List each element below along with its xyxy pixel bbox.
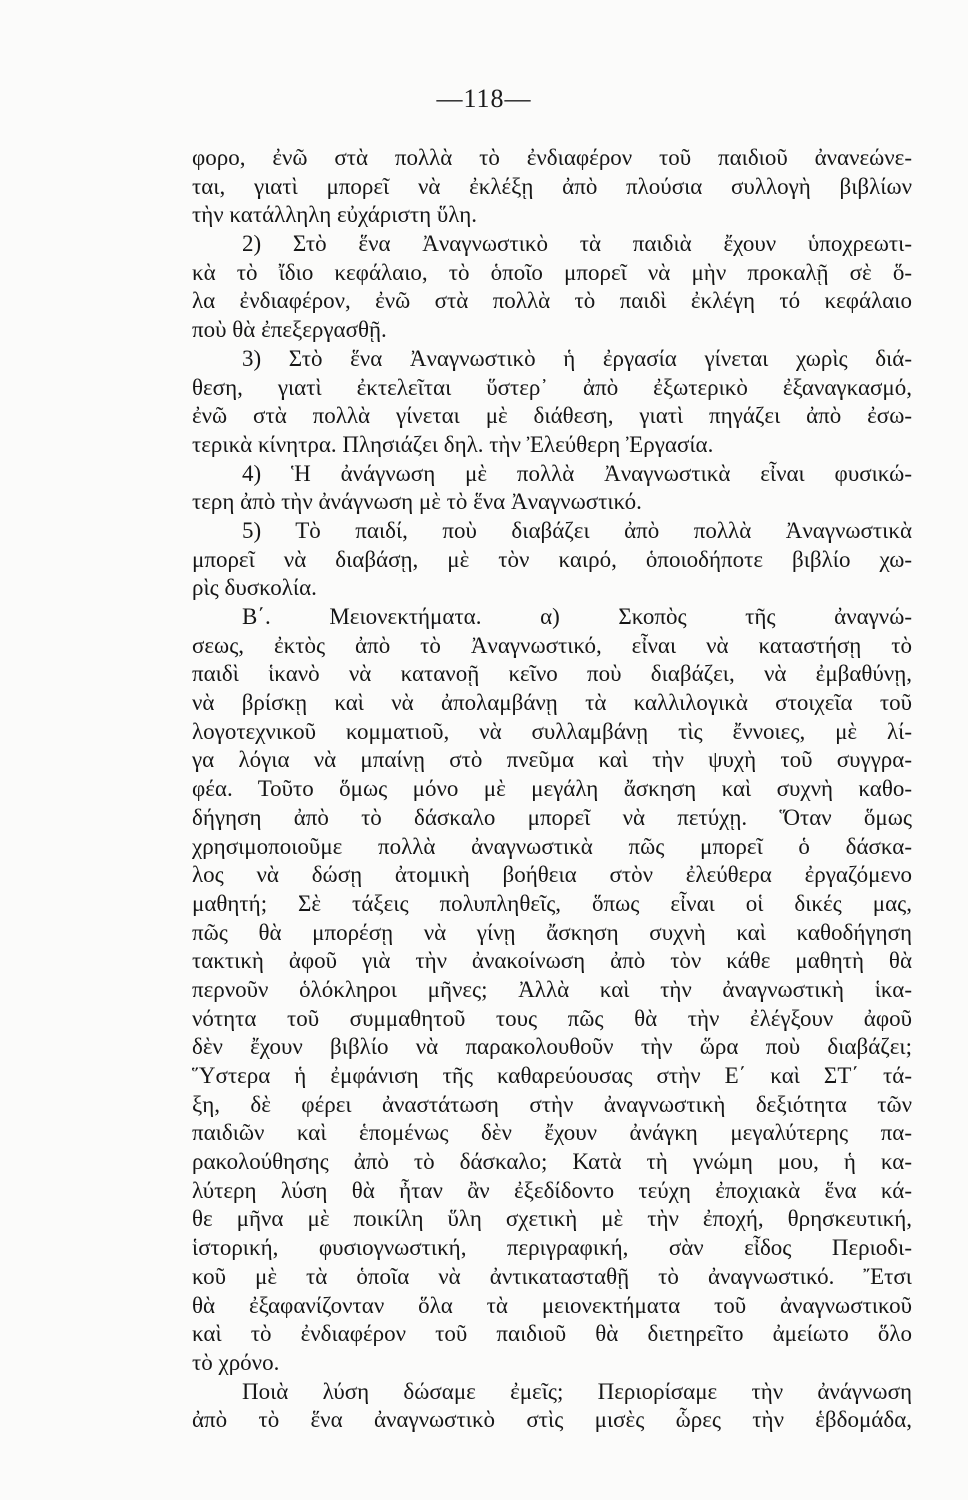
- text-line: 3) Στὸ ἕνα Ἀναγνωστικὸ ἡ ἐργασία γίνεται χωρὶς διά-: [242, 345, 912, 371]
- text-line: φορο, ἐνῶ στὰ πολλὰ τὸ ἐνδιαφέρον τοῦ παιδιοῦ ἀνανεώνε-: [192, 145, 912, 170]
- text-line: ἱστορική, φυσιογνωστική, περιγραφική, σὰν εἶδος Περιοδι-: [192, 1235, 912, 1261]
- text-line: τακτικὴ ἀφοῦ γιὰ τὴν ἀνακοίνωση ἀπὸ τὸν κάθε μαθητὴ θὰ: [192, 948, 912, 974]
- text-line: χρησιμοποιοῦμε πολλὰ ἀναγνωστικὰ πῶς μπορεῖ ὁ δάσκα-: [192, 833, 912, 859]
- text-line: μαθητή; Σὲ τάξεις πολυπληθεῖς, ὅπως εἶναι οἱ δικές μας,: [192, 890, 912, 916]
- text-line: θὰ ἐξαφανίζονταν ὅλα τὰ μειονεκτήματα τοῦ ἀναγνωστικοῦ: [192, 1292, 912, 1318]
- text-line: παιδὶ ἱκανὸ νὰ κατανοῇ κεῖνο ποὺ διαβάζει, νὰ ἐμβαθύνῃ,: [192, 661, 912, 687]
- page-number: —118—: [436, 84, 532, 113]
- text-line: παιδιῶν καὶ ἑπομένως δὲν ἔχουν ἀνάγκη μεγαλύτερης πα-: [192, 1120, 912, 1146]
- text-line: τερικὰ κίνητρα. Πλησιάζει δηλ. τὴν Ἐλεύθερη Ἐργασία.: [192, 431, 714, 457]
- text-line: λύτερη λύση θὰ ἦταν ἂν ἐξεδίδοντο τεύχη ἐποχιακὰ ἕνα κά-: [192, 1177, 912, 1203]
- text-line: ποὺ θὰ ἐπεξεργασθῇ.: [192, 317, 387, 343]
- body-text: [192, 144, 912, 1435]
- text-line: νότητα τοῦ συμμαθητοῦ τους πῶς θὰ τὴν ἐλέγξουν ἀφοῦ: [192, 1005, 912, 1031]
- text-line: τὸ χρόνο.: [192, 1349, 280, 1375]
- text-line: πῶς θὰ μπορέσῃ νὰ γίνῃ ἄσκηση συχνὴ καὶ καθοδήγηση: [192, 919, 912, 945]
- text-line: Ποιὰ λύση δώσαμε ἐμεῖς; Περιορίσαμε τὴν ἀνάγνωση: [242, 1378, 912, 1404]
- text-line: κοῦ μὲ τὰ ὁποῖα νὰ ἀντικατασταθῇ τὸ ἀναγνωστικό. Ἔτσι: [192, 1263, 912, 1289]
- text-line: μπορεῖ νὰ διαβάσῃ, μὲ τὸν καιρό, ὁποιοδήποτε βιβλίο χω-: [192, 546, 912, 572]
- text-line: λος νὰ δώσῃ ἀτομικὴ βοήθεια στὸν ἐλεύθερα ἐργαζόμενο: [192, 862, 912, 888]
- text-line: δήγηση ἀπὸ τὸ δάσκαλο μπορεῖ νὰ πετύχῃ. Ὅταν ὅμως: [192, 804, 912, 830]
- text-line: Β΄. Μειονεκτήματα. α) Σκοπὸς τῆς ἀναγνώ-: [242, 604, 912, 629]
- text-line: ρὶς δυσκολία.: [192, 575, 317, 601]
- text-line: 5) Τὸ παιδί, ποὺ διαβάζει ἀπὸ πολλὰ Ἀναγνωστικὰ: [242, 517, 912, 543]
- text-line: τερη ἀπὸ τὴν ἀνάγνωση μὲ τὸ ἕνα Ἀναγνωστικό.: [192, 489, 642, 515]
- text-line: ρακολούθησης ἀπὸ τὸ δάσκαλο; Κατὰ τὴ γνώμη μου, ἡ κα-: [192, 1149, 912, 1175]
- text-line: φέα. Τοῦτο ὅμως μόνο μὲ μεγάλη ἄσκηση καὶ συχνὴ καθο-: [192, 776, 912, 802]
- text-line: τὴν κατάλληλη εὐχάριστη ὕλη.: [192, 202, 478, 228]
- text-line: δὲν ἔχουν βιβλίο νὰ παρακολουθοῦν τὴν ὥρα ποὺ διαβάζει;: [192, 1034, 912, 1060]
- text-line: λα ἐνδιαφέρον, ἐνῶ στὰ πολλὰ τὸ παιδὶ ἐκλέγη τό κεφάλαιο: [192, 288, 912, 314]
- text-line: ἀπὸ τὸ ἕνα ἀναγνωστικὸ στὶς μισὲς ὧρες τὴν ἑβδομάδα,: [192, 1407, 912, 1433]
- text-line: περνοῦν ὁλόκληροι μῆνες; Ἀλλὰ καὶ τὴν ἀναγνωστικὴ ἱκα-: [192, 976, 912, 1002]
- text-line: 2) Στὸ ἕνα Ἀναγνωστικὸ τὰ παιδιὰ ἔχουν ὑποχρεωτι-: [242, 231, 912, 257]
- text-line: ἐνῶ στὰ πολλὰ γίνεται μὲ διάθεση, γιατὶ πηγάζει ἀπὸ ἐσω-: [192, 403, 912, 429]
- text-line: θε μῆνα μὲ ποικίλη ὕλη σχετικὴ μὲ τὴν ἐποχή, θρησκευτική,: [192, 1206, 912, 1232]
- text-line: Ὕστερα ἡ ἐμφάνιση τῆς καθαρεύουσας στὴν Ε΄ καὶ ΣΤ΄ τά-: [192, 1063, 912, 1088]
- text-line: καὶ τὸ ἐνδιαφέρον τοῦ παιδιοῦ θὰ διετηρεῖτο ἀμείωτο ὅλο: [192, 1321, 912, 1347]
- text-line: κὰ τὸ ἴδιο κεφάλαιο, τὸ ὁποῖο μπορεῖ νὰ μὴν προκαλῇ σὲ ὅ-: [192, 259, 912, 285]
- text-line: σεως, ἐκτὸς ἀπὸ τὸ Ἀναγνωστικό, εἶναι νὰ καταστήσῃ τὸ: [192, 632, 912, 658]
- text-line: νὰ βρίσκῃ καὶ νὰ ἀπολαμβάνῃ τὰ καλλιλογικὰ στοιχεῖα τοῦ: [192, 690, 912, 716]
- text-line: 4) Ἡ ἀνάγνωση μὲ πολλὰ Ἀναγνωστικὰ εἶναι φυσικώ-: [242, 460, 912, 486]
- text-line: θεση, γιατὶ ἐκτελεῖται ὕστερ᾽ ἀπὸ ἐξωτερικὸ ἐξαναγκασμό,: [192, 374, 912, 400]
- text-line: λογοτεχνικοῦ κομματιοῦ, νὰ συλλαμβάνῃ τὶς ἔννοιες, μὲ λί-: [192, 718, 912, 744]
- text-line: ξη, δὲ φέρει ἀναστάτωση στὴν ἀναγνωστικὴ δεξιότητα τῶν: [192, 1091, 912, 1117]
- text-line: γα λόγια νὰ μπαίνῃ στὸ πνεῦμα καὶ τὴν ψυχὴ τοῦ συγγρα-: [192, 747, 912, 773]
- text-line: ται, γιατὶ μπορεῖ νὰ ἐκλέξῃ ἀπὸ πλούσια συλλογὴ βιβλίων: [192, 173, 912, 199]
